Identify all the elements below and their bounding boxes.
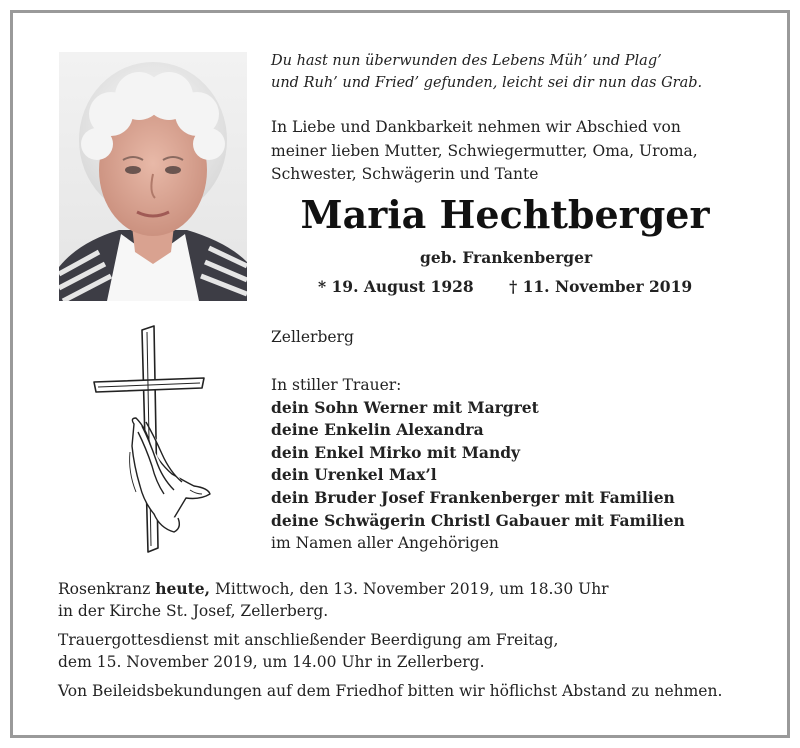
service-line-2: dem 15. November 2019, um 14.00 Uhr in Zellerberg. <box>58 653 485 671</box>
cross-with-praying-hands-icon <box>90 322 215 557</box>
poem-line-2: und Ruh’ und Fried’ gefunden, leicht sei dir nun das Grab. <box>271 75 703 91</box>
rosary-location: in der Kirche St. Josef, Zellerberg. <box>58 602 329 620</box>
portrait-photo <box>59 52 247 301</box>
mourner-item: dein Enkel Mirko mit Mandy <box>271 442 521 462</box>
mourner-item: deine Schwägerin Christl Gabauer mit Familien <box>271 510 685 530</box>
death-date: † 11. November 2019 <box>509 277 693 296</box>
intro-line-3: Schwester, Schwägerin und Tante <box>271 165 539 183</box>
rosary-today: heute, <box>155 579 211 598</box>
poem <box>271 50 702 94</box>
maiden-name: geb. Frankenberger <box>420 248 593 267</box>
rosary-info <box>58 578 722 622</box>
deceased-name: Maria Hechtberger <box>300 192 710 237</box>
mourner-item: dein Bruder Josef Frankenberger mit Familien <box>271 487 675 507</box>
service-line-1: Trauergottesdienst mit anschließender Beerdigung am Freitag, <box>58 631 559 649</box>
birth-date: * 19. August 1928 <box>318 277 474 296</box>
mourners-block <box>271 374 685 555</box>
rosary-details: Mittwoch, den 13. November 2019, um 18.30 Uhr <box>210 580 609 598</box>
mourner-item: deine Enkelin Alexandra <box>271 420 484 440</box>
rosary-prefix: Rosenkranz <box>58 580 156 598</box>
intro-line-1: In Liebe und Dankbarkeit nehmen wir Abschied von <box>271 118 681 136</box>
life-dates <box>318 277 692 296</box>
mourners-heading: In stiller Trauer: <box>271 376 402 394</box>
poem-line-1: Du hast nun überwunden des Lebens Müh’ und Plag’ <box>271 53 662 69</box>
intro-text <box>271 116 698 187</box>
intro-line-2: meiner lieben Mutter, Schwiegermutter, Oma, Uroma, <box>271 141 698 160</box>
service-details <box>58 578 722 709</box>
mourner-item: dein Sohn Werner mit Margret <box>271 397 539 417</box>
mourner-item: dein Urenkel Max’l <box>271 465 437 485</box>
mourners-closing: im Namen aller Angehörigen <box>271 534 499 553</box>
place-name: Zellerberg <box>271 328 354 346</box>
funeral-service-info <box>58 629 722 673</box>
condolence-note: Von Beileidsbekundungen auf dem Friedhof bitten wir höflichst Abstand zu nehmen. <box>58 682 723 700</box>
